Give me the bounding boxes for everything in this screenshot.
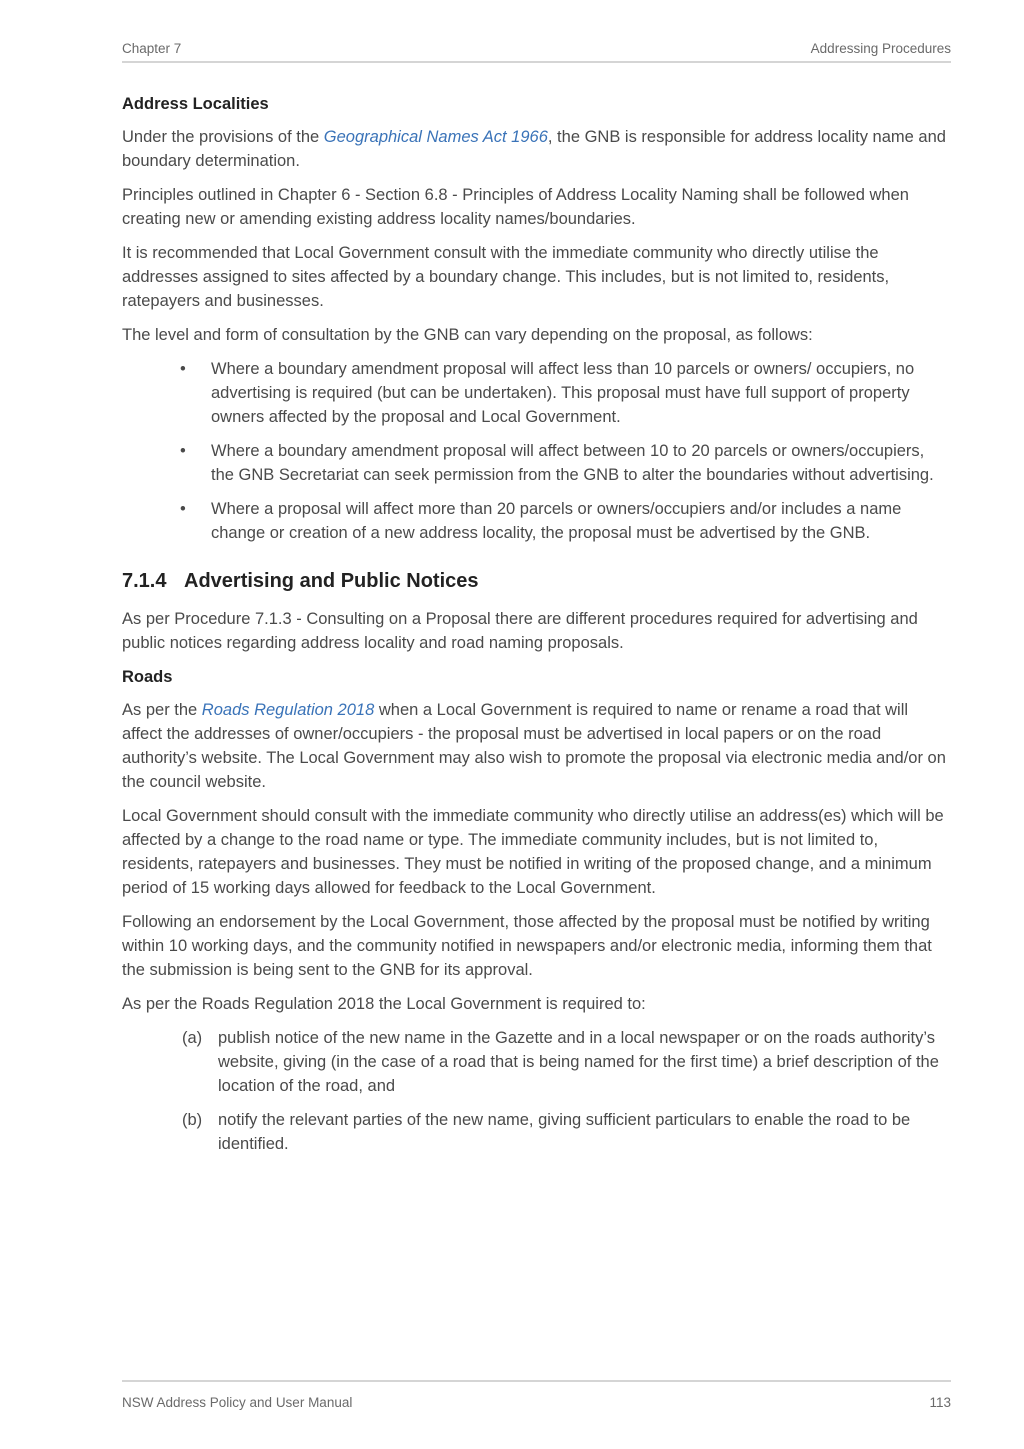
roads-heading: Roads <box>122 668 173 686</box>
list-item <box>122 439 951 487</box>
address-localities-paragraph-1 <box>122 125 951 173</box>
geographical-names-act-link[interactable]: Geographical Names Act 1966 <box>323 128 548 146</box>
list-item <box>122 1108 951 1156</box>
list-item-marker: (a) <box>182 1029 203 1047</box>
bullet-text: Where a proposal will affect more than 20 parcels or owners/occupiers and/or includes a name change or creation of a new address locality, the proposal must be advertised by the GNB. <box>211 500 902 542</box>
page-content <box>122 92 951 1166</box>
consultation-bullet-list <box>122 357 951 545</box>
footer-divider <box>122 1380 951 1382</box>
roads-paragraph-2: Local Government should consult with the immediate community who directly utilise an address(es) which will be affected by a change to the road name or type. The immediate community includes, but is not limited to, residents, ratepayers and businesses. They must be notified in writing of the proposed change, and a minimum period of 15 working days allowed for feedback to the Local Government. <box>122 807 944 897</box>
page-number: 113 <box>929 1395 951 1410</box>
bullet-text: Where a boundary amendment proposal will affect between 10 to 20 parcels or owners/occupiers, the GNB Secretariat can seek permission from the GNB to alter the boundaries without advertising. <box>211 442 934 484</box>
section-heading <box>122 567 951 595</box>
bullet-icon: • <box>180 500 186 518</box>
section-title: Advertising and Public Notices <box>184 570 479 592</box>
page-footer <box>122 1390 951 1410</box>
bullet-icon: • <box>180 442 186 460</box>
paragraph-text: As per the <box>122 701 202 719</box>
paragraph-text: , the GNB is responsible for address locality name and boundary determination. <box>122 128 946 170</box>
footer-document-title: NSW Address Policy and User Manual <box>122 1395 353 1410</box>
regulation-requirements-list <box>122 1026 951 1156</box>
address-localities-heading: Address Localities <box>122 95 269 113</box>
paragraph-text: when a Local Government is required to name or rename a road that will affect the addresses of owner/occupiers - the proposal must be advertised in local papers or on the road authority’s website. The Local Government may also wish to promote the proposal via electronic media and/or on the council website. <box>122 701 946 791</box>
roads-paragraph-3: Following an endorsement by the Local Government, those affected by the proposal must be notified by writing within 10 working days, and the community notified in newspapers and/or electronic media, informing them that the submission is being sent to the GNB for its approval. <box>122 913 932 979</box>
address-localities-paragraph-2: Principles outlined in Chapter 6 - Section 6.8 - Principles of Address Locality Naming shall be followed when creating new or amending existing address locality names/boundaries. <box>122 186 909 228</box>
list-item <box>122 1026 951 1098</box>
address-localities-paragraph-3: It is recommended that Local Government consult with the immediate community who directly utilise the addresses assigned to sites affected by a boundary change. This includes, but is not limited to, residents, ratepayers and businesses. <box>122 244 890 310</box>
header-chapter: Chapter 7 <box>122 41 182 56</box>
paragraph-text: Under the provisions of the <box>122 128 324 146</box>
address-localities-paragraph-4: The level and form of consultation by the GNB can vary depending on the proposal, as follows: <box>122 326 813 344</box>
roads-paragraph-1 <box>122 698 951 794</box>
list-item-text: publish notice of the new name in the Gazette and in a local newspaper or on the roads authority’s website, giving (in the case of a road that is being named for the first time) a brief description of the location of the road, and <box>218 1029 939 1095</box>
header-section-title: Addressing Procedures <box>810 41 951 56</box>
section-number: 7.1.4 <box>122 570 167 592</box>
list-item-marker: (b) <box>182 1111 203 1129</box>
bullet-icon: • <box>180 360 186 378</box>
page-header <box>122 36 951 56</box>
roads-regulation-link[interactable]: Roads Regulation 2018 <box>201 701 375 719</box>
list-item <box>122 497 951 545</box>
list-item-text: notify the relevant parties of the new name, giving sufficient particulars to enable the road to be identified. <box>218 1111 911 1153</box>
bullet-text: Where a boundary amendment proposal will affect less than 10 parcels or owners/ occupiers, no advertising is required (but can be undertaken). This proposal must have full support of property owners affected by the proposal and Local Government. <box>211 360 915 426</box>
section-intro-paragraph: As per Procedure 7.1.3 - Consulting on a Proposal there are different procedures required for advertising and public notices regarding address locality and road naming proposals. <box>122 610 918 652</box>
roads-paragraph-4: As per the Roads Regulation 2018 the Local Government is required to: <box>122 995 646 1013</box>
header-divider <box>122 61 951 63</box>
list-item <box>122 357 951 429</box>
